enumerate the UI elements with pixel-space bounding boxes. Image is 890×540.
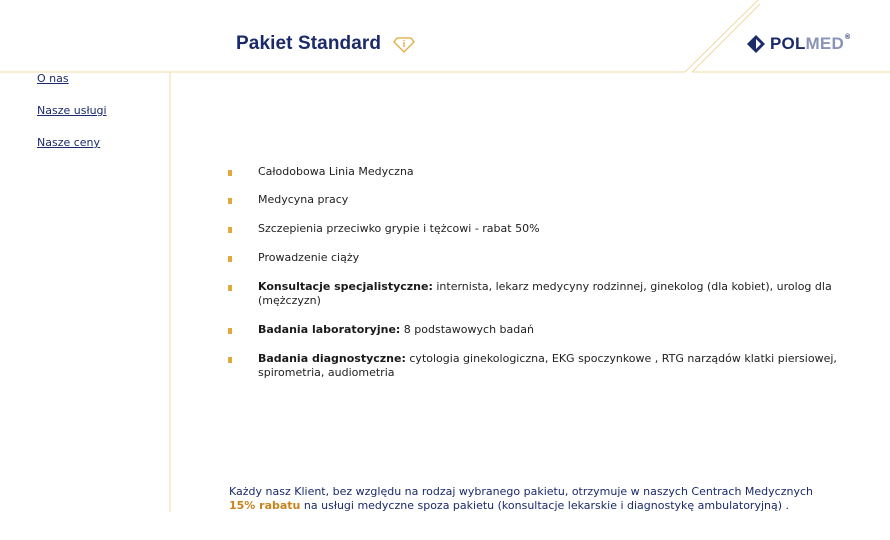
list-item: Konsultacje specjalistyczne: internista, lekarz medycyny rodzinnej, ginekolog (dla kobiet), urolog dla (mężczyzn) [228, 280, 838, 308]
bullet-icon [228, 170, 232, 176]
list-item: Prowadzenie ciąży [228, 251, 838, 265]
discount-note: Każdy nasz Klient, bez względu na rodzaj wybranego pakietu, otrzymuje w naszych Centrach Medycznych 15% rabatu na usługi medyczne spoza pakietu (konsultacje lekarskie i diagnostykę ambulatoryjną) . [229, 485, 813, 512]
discount-highlight: 15% rabatu [229, 499, 301, 512]
bullet-icon [228, 256, 232, 262]
page-header [236, 33, 415, 55]
list-item: Badania laboratoryjne: 8 podstawowych badań [228, 323, 838, 337]
page-title: Pakiet Standard [236, 33, 382, 54]
bullet-icon [228, 198, 232, 204]
bullet-icon [228, 357, 232, 363]
nav-link-o-nas[interactable]: O nas [37, 72, 69, 85]
list-item: Szczepienia przeciwko grypie i tężcowi - rabat 50% [228, 222, 838, 236]
list-item: Medycyna pracy [228, 193, 838, 207]
nav-link-nasze-uslugi[interactable]: Nasze usługi [37, 104, 107, 117]
bullet-icon [228, 227, 232, 233]
side-nav [37, 70, 107, 166]
polmed-logo[interactable] [746, 34, 850, 54]
diamond-info-icon [393, 35, 415, 53]
logo-wordmark: POLMED® [770, 34, 851, 53]
bullet-icon [228, 328, 232, 334]
polmed-diamond-icon [746, 34, 766, 54]
nav-link-nasze-ceny[interactable]: Nasze ceny [37, 136, 101, 149]
list-item: Całodobowa Linia Medyczna [228, 165, 838, 179]
services-list [228, 165, 838, 380]
list-item: Badania diagnostyczne: cytologia ginekologiczna, EKG spoczynkowe , RTG narządów klatki piersiowej, spirometria, audiometria [228, 352, 838, 380]
bullet-icon [228, 285, 232, 291]
